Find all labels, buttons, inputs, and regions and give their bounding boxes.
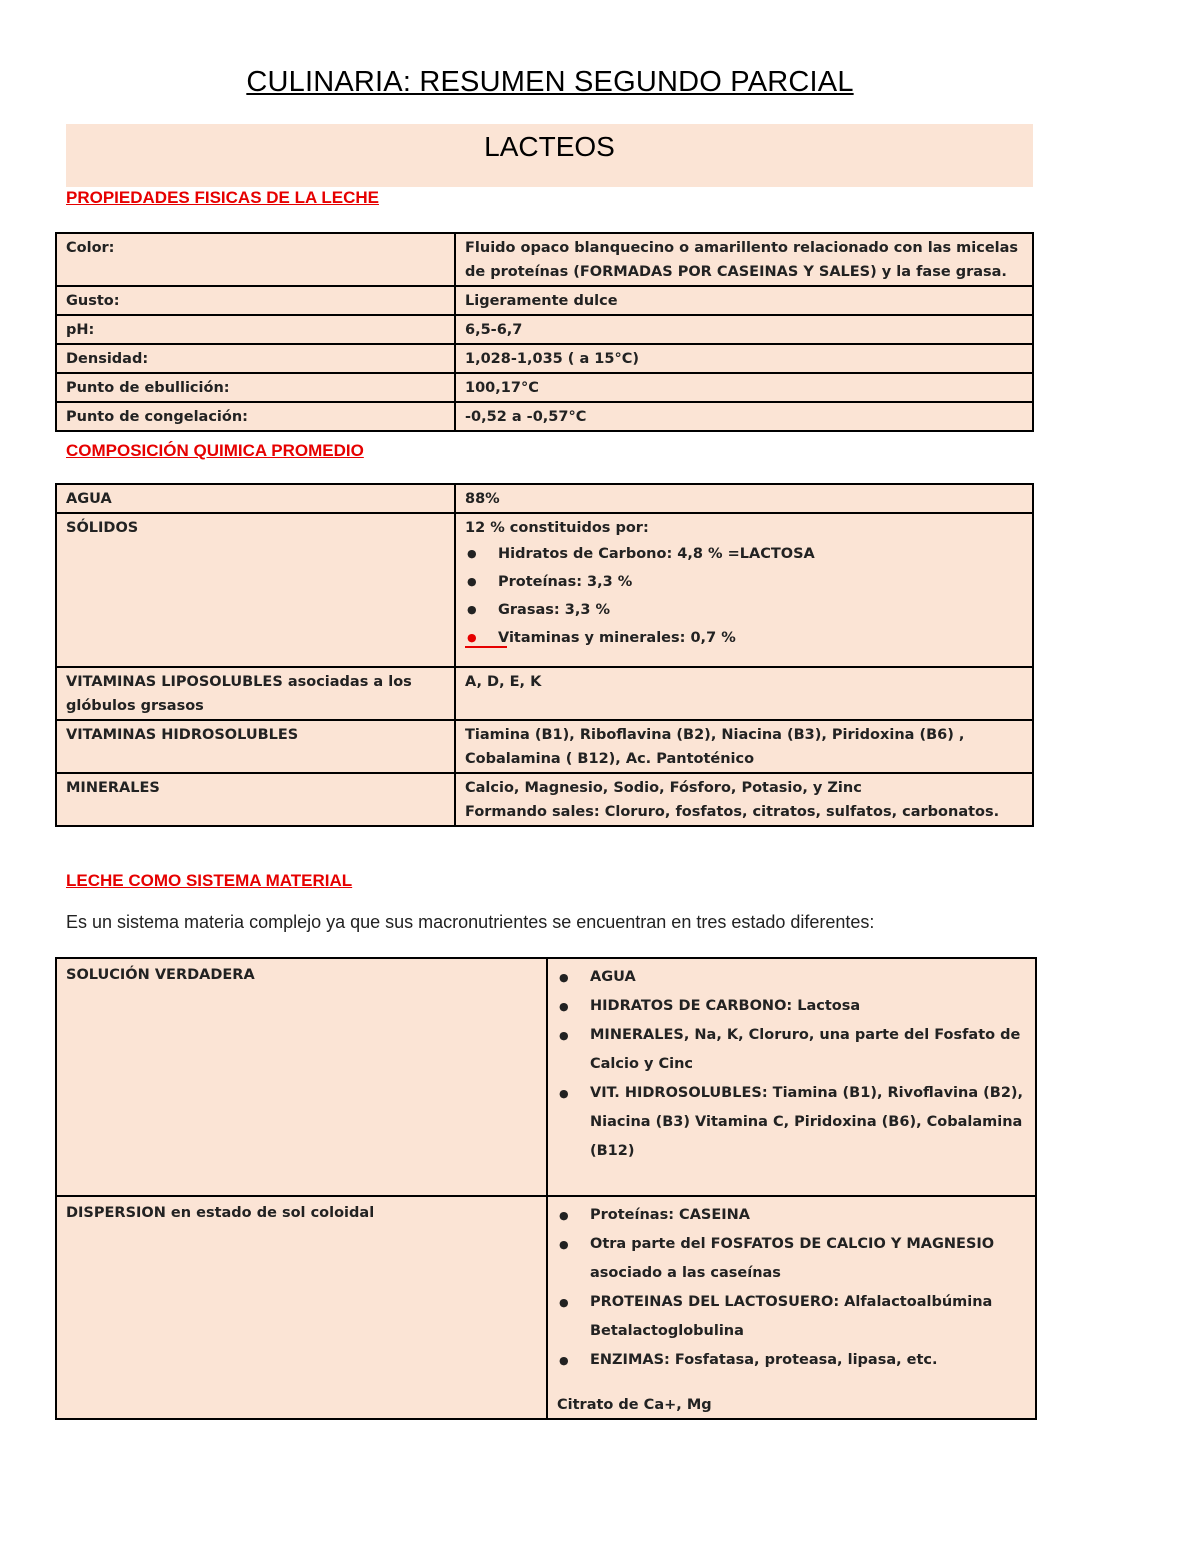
table-row [56, 315, 1033, 344]
row-value: A, D, E, K [455, 667, 1033, 720]
heading-composicion-quimica: COMPOSICIÓN QUIMICA PROMEDIO [66, 441, 364, 460]
dispersion-list [557, 1201, 1027, 1375]
table-row [56, 373, 1033, 402]
row-value: Fluido opaco blanquecino o amarillento relacionado con las micelas de proteínas (FORMADAS POR CASEINAS Y SALES) y la fase grasa. [455, 233, 1033, 286]
list-item [465, 624, 1024, 652]
row-value [455, 773, 1033, 826]
table-row [56, 773, 1033, 826]
row-label: Gusto: [56, 286, 455, 315]
row-value [547, 958, 1036, 1196]
table-row [56, 1196, 1036, 1419]
heading-sistema-material: LECHE COMO SISTEMA MATERIAL [66, 871, 353, 890]
table-row [56, 958, 1036, 1196]
row-label: Punto de congelación: [56, 402, 455, 431]
list-item: ● Grasas: 3,3 % [465, 596, 1024, 624]
dispersion-footer: Citrato de Ca+, Mg [557, 1397, 712, 1413]
table-row [56, 667, 1033, 720]
row-value: 100,17°C [455, 373, 1033, 402]
table-row [56, 233, 1033, 286]
list-item: ● PROTEINAS DEL LACTOSUERO: Alfalactoalbúmina Betalactoglobulina [557, 1288, 1027, 1346]
document-title: CULINARIA: RESUMEN SEGUNDO PARCIAL [246, 66, 854, 98]
row-label: Punto de ebullición: [56, 373, 455, 402]
list-item: ● HIDRATOS DE CARBONO: Lactosa [557, 992, 1027, 1021]
minerales-line: Calcio, Magnesio, Sodio, Fósforo, Potasio, y Zinc [465, 780, 862, 796]
chemical-composition-table [55, 483, 1034, 827]
row-value: Tiamina (B1), Riboflavina (B2), Niacina (B3), Piridoxina (B6) , Cobalamina ( B12), Ac. Pantoténico [455, 720, 1033, 773]
list-item: ● Proteínas: 3,3 % [465, 568, 1024, 596]
table-row [56, 484, 1033, 513]
list-item: ● VIT. HIDROSOLUBLES: Tiamina (B1), Rivoflavina (B2), Niacina (B3) Vitamina C, Piridoxina (B6), Cobalamina (B12) [557, 1079, 1027, 1166]
table-row [56, 513, 1033, 667]
row-label: MINERALES [56, 773, 455, 826]
row-value [547, 1196, 1036, 1419]
row-label: SÓLIDOS [56, 513, 455, 667]
row-label: DISPERSION en estado de sol coloidal [56, 1196, 547, 1419]
solidos-intro: 12 % constituidos por: [465, 520, 649, 536]
material-system-table [55, 957, 1037, 1420]
row-value: 88% [455, 484, 1033, 513]
row-label: VITAMINAS LIPOSOLUBLES asociadas a los glóbulos grsasos [56, 667, 455, 720]
solucion-list [557, 963, 1027, 1166]
row-label: Color: [56, 233, 455, 286]
list-item: ● Hidratos de Carbono: 4,8 % =LACTOSA [465, 540, 1024, 568]
physical-properties-table [55, 232, 1034, 432]
row-value: Ligeramente dulce [455, 286, 1033, 315]
row-label: SOLUCIÓN VERDADERA [56, 958, 547, 1196]
list-item-text: Vitaminas y minerales: 0,7 % [498, 630, 736, 646]
list-item: ● ENZIMAS: Fosfatasa, proteasa, lipasa, etc. [557, 1346, 1027, 1375]
list-item: ● Otra parte del FOSFATOS DE CALCIO Y MAGNESIO asociado a las caseínas [557, 1230, 1027, 1288]
heading-propiedades-fisicas: PROPIEDADES FISICAS DE LA LECHE [66, 188, 379, 207]
row-label: AGUA [56, 484, 455, 513]
row-label: VITAMINAS HIDROSOLUBLES [56, 720, 455, 773]
row-value: 1,028-1,035 ( a 15°C) [455, 344, 1033, 373]
row-value: -0,52 a -0,57°C [455, 402, 1033, 431]
row-value [455, 513, 1033, 667]
red-underline-mark [465, 646, 507, 648]
list-item: ● Proteínas: CASEINA [557, 1201, 1027, 1230]
row-value: 6,5-6,7 [455, 315, 1033, 344]
list-item: ● MINERALES, Na, K, Cloruro, una parte del Fosfato de Calcio y Cinc [557, 1021, 1027, 1079]
solidos-list [465, 540, 1024, 652]
minerales-line: Formando sales: Cloruro, fosfatos, citratos, sulfatos, carbonatos. [465, 804, 1000, 820]
table-row [56, 402, 1033, 431]
table-row [56, 344, 1033, 373]
section-banner: LACTEOS [66, 124, 1033, 187]
row-label: pH: [56, 315, 455, 344]
table-row [56, 286, 1033, 315]
list-item: ● AGUA [557, 963, 1027, 992]
intro-paragraph: Es un sistema materia complejo ya que sus macronutrientes se encuentran en tres estado diferentes: [66, 912, 875, 932]
row-label: Densidad: [56, 344, 455, 373]
table-row [56, 720, 1033, 773]
